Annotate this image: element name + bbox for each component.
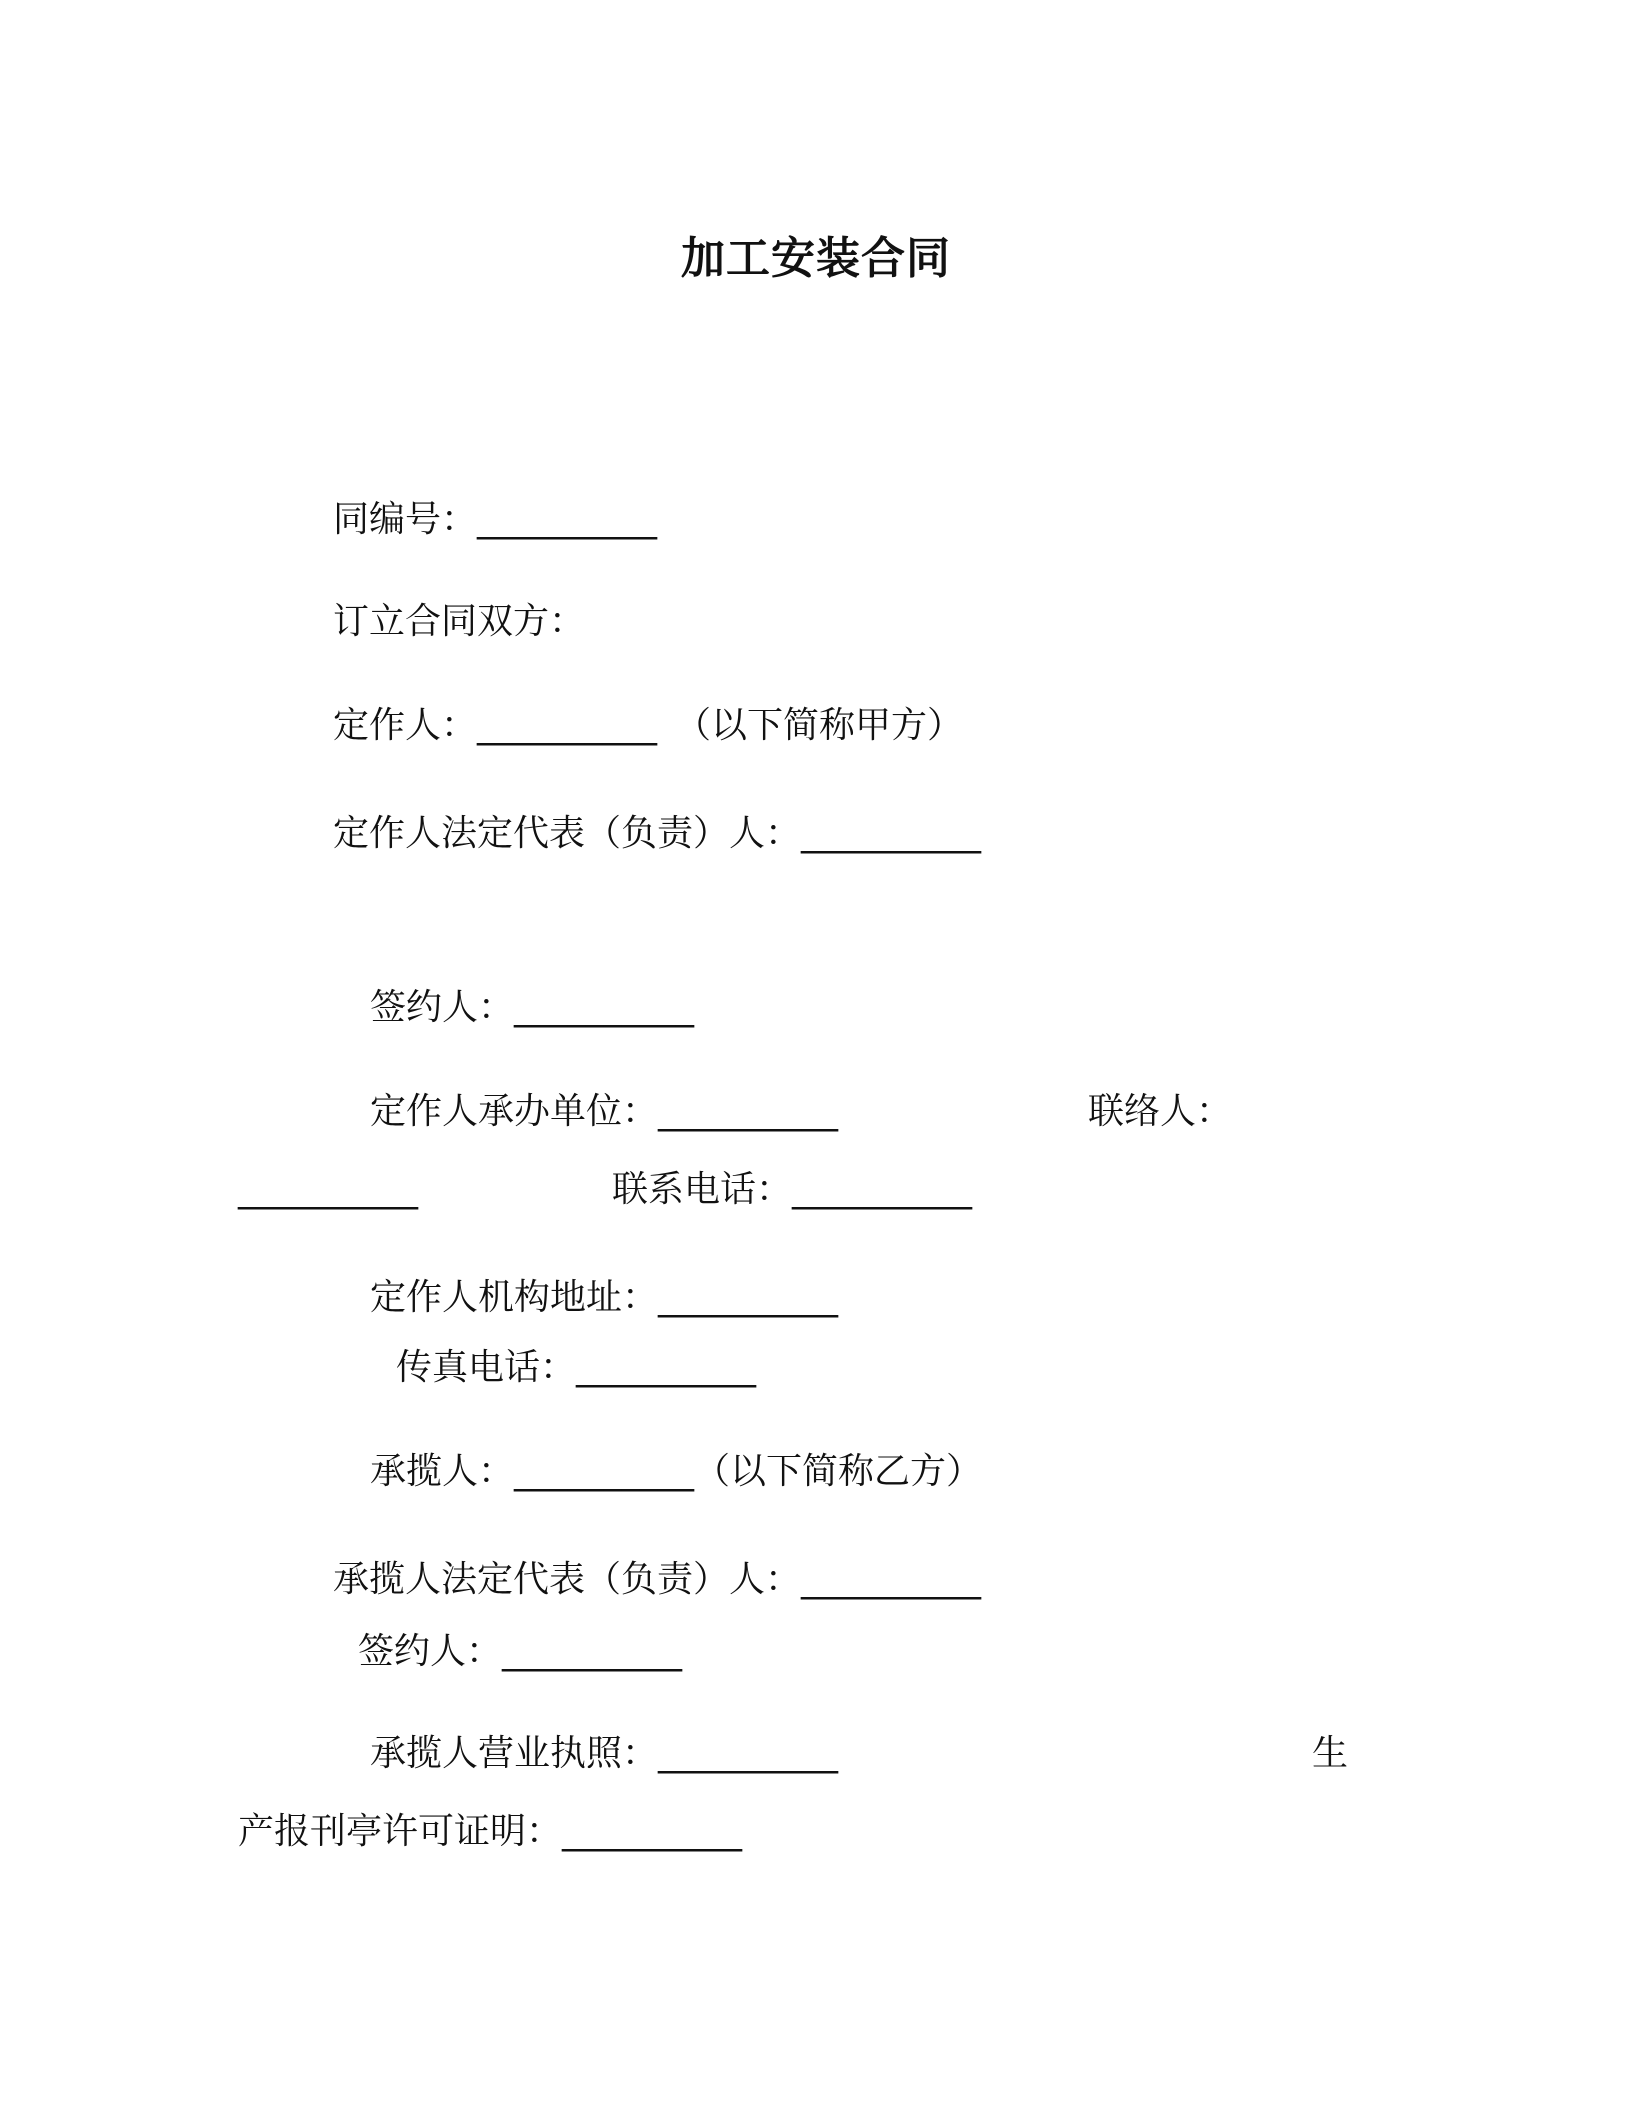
contractor-rep-label: 承揽人法定代表（负责）人： [333,1559,802,1600]
orderer-address-label: 定作人机构地址： [370,1277,659,1318]
orderer-blank: __________ [477,705,658,746]
orderer-rep-blank: __________ [801,813,982,854]
contractor-rep-blank: __________ [801,1559,982,1600]
phone-line [612,1166,972,1214]
orderer-abbr: （以下简称甲方） [675,705,964,746]
production-permit-label: 产报刊亭许可证明： [238,1811,563,1852]
parties-label: 订立合同双方： [333,601,586,642]
contractor-rep-line [333,1556,981,1604]
contractor-license-label: 承揽人营业执照： [370,1733,659,1774]
production-permit-line [238,1808,742,1856]
contractor-line [370,1448,982,1496]
contact-label: 联络人： [1088,1091,1233,1132]
fax-blank: __________ [576,1347,757,1388]
parties-line [333,598,585,646]
contractor-abbr: （以下简称乙方） [694,1451,983,1492]
phone-label: 联系电话： [612,1169,793,1210]
production-permit-blank: __________ [562,1811,743,1852]
phone-blank: __________ [792,1169,973,1210]
production-char-line [1312,1730,1348,1778]
orderer-rep-line [333,810,981,858]
contract-number-label: 同编号： [333,499,478,540]
contractor-signer-line [358,1628,682,1676]
document-title: 加工安装合同 [681,233,951,284]
contract-number-line [333,496,657,544]
fax-line [396,1344,756,1392]
contractor-signer-blank: __________ [502,1631,683,1672]
orderer-unit-blank: __________ [658,1091,839,1132]
orderer-rep-label: 定作人法定代表（负责）人： [333,813,802,854]
orderer-address-blank: __________ [658,1277,839,1318]
orderer-signer-label: 签约人： [370,987,515,1028]
orderer-unit-label: 定作人承办单位： [370,1091,659,1132]
contractor-blank: __________ [514,1451,695,1492]
contractor-license-blank: __________ [658,1733,839,1774]
contact-line [1088,1088,1232,1136]
production-char: 生 [1312,1733,1349,1774]
contract-number-blank: __________ [477,499,658,540]
fax-label: 传真电话： [396,1347,577,1388]
orderer-label: 定作人： [333,705,478,746]
contractor-label: 承揽人： [370,1451,515,1492]
contact-blank-line [238,1166,418,1214]
orderer-line [333,702,963,750]
contact-blank: __________ [238,1169,418,1210]
orderer-signer-blank: __________ [514,987,695,1028]
contractor-license-line [370,1730,838,1778]
contractor-signer-label: 签约人： [358,1631,503,1672]
orderer-address-line [370,1274,838,1322]
orderer-signer-line [370,984,694,1032]
orderer-unit-line [370,1088,838,1136]
